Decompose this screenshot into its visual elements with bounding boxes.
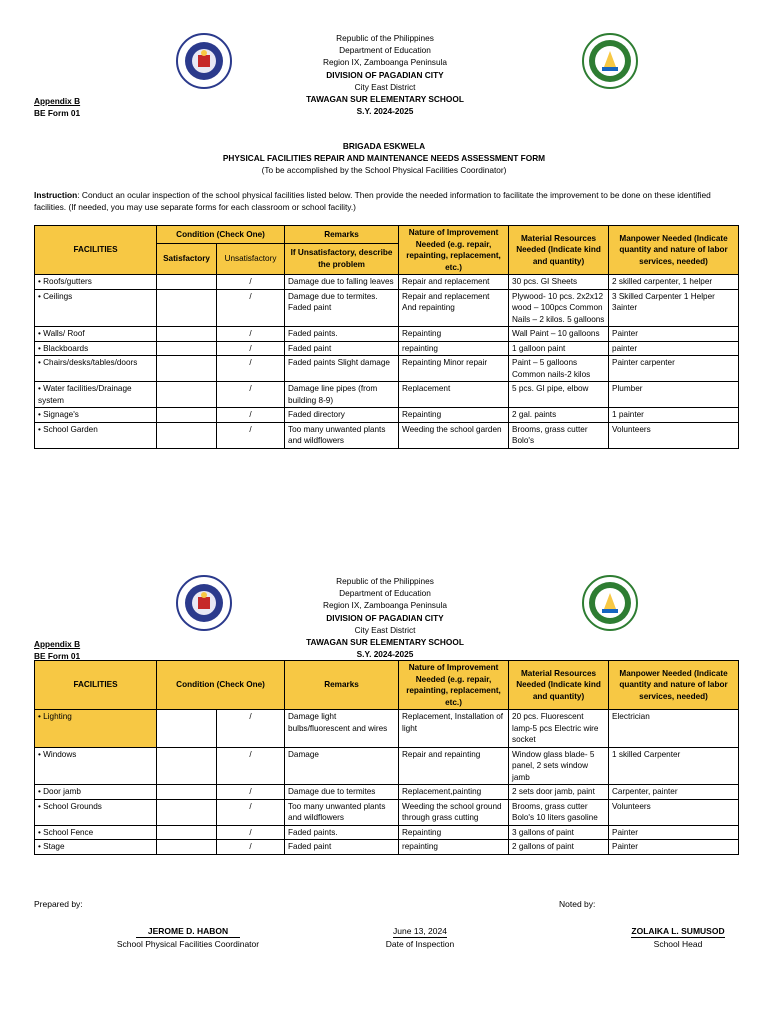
table-row [35,275,739,290]
material-cell: Brooms, grass cutter Bolo's 10 liters gasoline [509,799,609,825]
col-facilities: FACILITIES [35,661,157,710]
facility-cell: • School Garden [35,422,157,448]
satisfactory-cell [157,747,217,785]
remarks-cell: Damage due to falling leaves [285,275,399,290]
table-1-body [35,275,739,449]
manpower-cell: painter [609,341,739,356]
facility-cell: • Ceilings [35,289,157,327]
unsatisfactory-cell: / [217,289,285,327]
manpower-cell: Electrician [609,710,739,748]
table-row [35,327,739,342]
remarks-cell: Damage due to termites [285,785,399,800]
header-republic: Republic of the Philippines [336,33,434,43]
material-cell: Paint – 5 galloons Common nails-2 kilos [509,356,609,382]
unsatisfactory-cell: / [217,785,285,800]
material-cell: Wall Paint – 10 galloons [509,327,609,342]
nature-cell: Repainting [399,408,509,423]
facility-cell: • Signage's [35,408,157,423]
remarks-cell: Damage line pipes (from building 8-9) [285,382,399,408]
satisfactory-cell [157,799,217,825]
facility-cell: • Door jamb [35,785,157,800]
facilities-table-2 [34,660,739,855]
preparer-name: JEROME D. HABON [136,925,240,938]
instruction-body: : Conduct an ocular inspection of the school physical facilities listed below. Then provide the needed information to facilitate the improvement to be done on these identified facilities. (If needed, you may use separate forms for each classroom or school facility.) [34,190,711,212]
material-cell: 20 pcs. Fluorescent lamp-5 pcs Electric wire socket [509,710,609,748]
school-header [230,32,540,117]
header-school: TAWAGAN SUR ELEMENTARY SCHOOL [306,94,464,105]
remarks-cell: Faded paint [285,840,399,855]
facility-cell: • Stage [35,840,157,855]
facilities-table-1 [34,225,739,449]
preparer-block [100,925,276,950]
material-cell: Plywood- 10 pcs. 2x2x12 wood – 100pcs Common Nails – 2 kilos. 5 galloons [509,289,609,327]
table-row [35,825,739,840]
manpower-cell: Painter carpenter [609,356,739,382]
unsatisfactory-cell: / [217,327,285,342]
manpower-cell: 2 skilled carpenter, 1 helper [609,275,739,290]
date-block [360,925,480,950]
deped-seal-logo [176,33,232,89]
facility-cell: • Windows [35,747,157,785]
col-remarks: Remarks [285,661,399,710]
nature-cell: repainting [399,341,509,356]
table-row [35,341,739,356]
unsatisfactory-cell: / [217,422,285,448]
table-row [35,799,739,825]
material-cell: 2 gal. paints [509,408,609,423]
nature-cell: Repair and replacement [399,275,509,290]
col-condition: Condition (Check One) [157,661,285,710]
remarks-cell: Damage [285,747,399,785]
instruction-label: Instruction [34,190,78,200]
satisfactory-cell [157,289,217,327]
facility-cell: • Walls/ Roof [35,327,157,342]
title-main: PHYSICAL FACILITIES REPAIR AND MAINTENANCE NEEDS ASSESSMENT FORM [222,153,546,163]
facility-cell: • School Grounds [35,799,157,825]
facility-cell: • Lighting [35,710,157,748]
header-district: City East District [354,624,416,635]
material-cell: 30 pcs. GI Sheets [509,275,609,290]
manpower-cell: 3 Skilled Carpenter 1 Helper 3ainter [609,289,739,327]
inspection-date: June 13, 2024 [393,926,447,936]
manpower-cell: 1 skilled Carpenter [609,747,739,785]
manpower-cell: Painter [609,840,739,855]
facility-cell: • Water facilities/Drainage system [35,382,157,408]
remarks-cell: Too many unwanted plants and wildflowers [285,422,399,448]
nature-cell: Repair and repainting [399,747,509,785]
nature-cell: Weeding the school garden [399,422,509,448]
prepared-by-label: Prepared by: [34,899,83,909]
nature-cell: repainting [399,840,509,855]
satisfactory-cell [157,408,217,423]
satisfactory-cell [157,825,217,840]
header-division: DIVISION OF PAGADIAN CITY [326,612,444,623]
facility-cell: • Chairs/desks/tables/doors [35,356,157,382]
header-school-year: S.Y. 2024-2025 [356,649,414,660]
school-header-2 [230,575,540,660]
manpower-cell: 1 painter [609,408,739,423]
header-department: Department of Education [339,588,431,599]
title-subtitle: (To be accomplished by the School Physical Facilities Coordinator) [261,165,507,175]
table-row [35,747,739,785]
remarks-cell: Faded paints. [285,825,399,840]
manpower-cell: Volunteers [609,799,739,825]
header-region: Region IX, Zamboanga Peninsula [322,600,448,611]
table-2-body [35,710,739,855]
form-label: BE Form 01 [34,108,81,118]
material-cell: Brooms, grass cutter Bolo's [509,422,609,448]
instruction-text [34,189,738,213]
manpower-cell: Volunteers [609,422,739,448]
nature-cell: Weeding the school ground through grass cutting [399,799,509,825]
unsatisfactory-cell: / [217,356,285,382]
table-row [35,840,739,855]
form-title [100,140,668,176]
col-manpower: Manpower Needed (Indicate quantity and nature of labor services, needed) [609,226,739,275]
unsatisfactory-cell: / [217,275,285,290]
header-region: Region IX, Zamboanga Peninsula [322,57,448,68]
facility-cell: • Roofs/gutters [35,275,157,290]
header-division: DIVISION OF PAGADIAN CITY [326,69,444,80]
nature-cell: Replacement, Installation of light [399,710,509,748]
header-school-year: S.Y. 2024-2025 [356,106,414,117]
header-republic: Republic of the Philippines [336,576,434,586]
satisfactory-cell [157,710,217,748]
manpower-cell: Plumber [609,382,739,408]
satisfactory-cell [157,382,217,408]
col-material: Material Resources Needed (Indicate kind and quantity) [509,226,609,275]
table-row [35,710,739,748]
head-title: School Head [653,939,703,949]
table-row [35,408,739,423]
remarks-cell: Faded paints Slight damage [285,356,399,382]
unsatisfactory-cell: / [217,341,285,356]
unsatisfactory-cell: / [217,710,285,748]
header-school: TAWAGAN SUR ELEMENTARY SCHOOL [306,637,464,648]
satisfactory-cell [157,356,217,382]
table-row [35,785,739,800]
satisfactory-cell [157,840,217,855]
nature-cell: Repainting [399,327,509,342]
noted-by-label: Noted by: [559,899,596,909]
unsatisfactory-cell: / [217,799,285,825]
col-satisfactory: Satisfactory [157,243,217,274]
table-row [35,356,739,382]
deped-seal-logo [176,575,232,631]
col-nature: Nature of Improvement Needed (e.g. repair, repainting, replacement, etc.) [399,661,509,710]
satisfactory-cell [157,327,217,342]
manpower-cell: Carpenter, painter [609,785,739,800]
nature-cell: Repainting Minor repair [399,356,509,382]
division-seal-logo [582,33,638,89]
table-row [35,422,739,448]
satisfactory-cell [157,785,217,800]
manpower-cell: Painter [609,825,739,840]
col-manpower: Manpower Needed (Indicate quantity and nature of labor services, needed) [609,661,739,710]
col-remarks-sub: If Unsatisfactory, describe the problem [285,243,399,274]
satisfactory-cell [157,341,217,356]
material-cell: 3 gallons of paint [509,825,609,840]
material-cell: 1 galloon paint [509,341,609,356]
col-condition: Condition (Check One) [157,226,285,244]
table-row [35,382,739,408]
col-material: Material Resources Needed (Indicate kind and quantity) [509,661,609,710]
material-cell: 2 gallons of paint [509,840,609,855]
preparer-title: School Physical Facilities Coordinator [116,939,260,949]
form-label: BE Form 01 [34,651,81,661]
unsatisfactory-cell: / [217,747,285,785]
facility-cell: • School Fence [35,825,157,840]
appendix-label: Appendix B [34,96,81,106]
remarks-cell: Faded directory [285,408,399,423]
nature-cell: Replacement,painting [399,785,509,800]
facility-cell: • Blackboards [35,341,157,356]
title-brigada: BRIGADA ESKWELA [342,141,426,151]
material-cell: Window glass blade- 5 panel, 2 sets window jamb [509,747,609,785]
material-cell: 2 sets door jamb, paint [509,785,609,800]
nature-cell: Repainting [399,825,509,840]
header-district: City East District [354,81,416,92]
col-facilities: FACILITIES [35,226,157,275]
unsatisfactory-cell: / [217,382,285,408]
satisfactory-cell [157,422,217,448]
satisfactory-cell [157,275,217,290]
table-row [35,289,739,327]
head-name: ZOLAIKA L. SUMUSOD [631,926,725,936]
head-block [618,925,738,950]
col-remarks: Remarks [285,226,399,244]
unsatisfactory-cell: / [217,825,285,840]
unsatisfactory-cell: / [217,408,285,423]
material-cell: 5 pcs. GI pipe, elbow [509,382,609,408]
remarks-cell: Faded paints. [285,327,399,342]
appendix-label: Appendix B [34,639,81,649]
col-nature: Nature of Improvement Needed (e.g. repair, repainting, replacement, etc.) [399,226,509,275]
header-department: Department of Education [339,45,431,56]
remarks-cell: Faded paint [285,341,399,356]
nature-cell: Replacement [399,382,509,408]
date-label: Date of Inspection [385,939,455,949]
nature-cell: Repair and replacement And repainting [399,289,509,327]
col-unsatisfactory: Unsatisfactory [217,243,285,274]
remarks-cell: Too many unwanted plants and wildflowers [285,799,399,825]
remarks-cell: Damage light bulbs/fluorescent and wires [285,710,399,748]
manpower-cell: Painter [609,327,739,342]
unsatisfactory-cell: / [217,840,285,855]
division-seal-logo [582,575,638,631]
remarks-cell: Damage due to termites. Faded paint [285,289,399,327]
